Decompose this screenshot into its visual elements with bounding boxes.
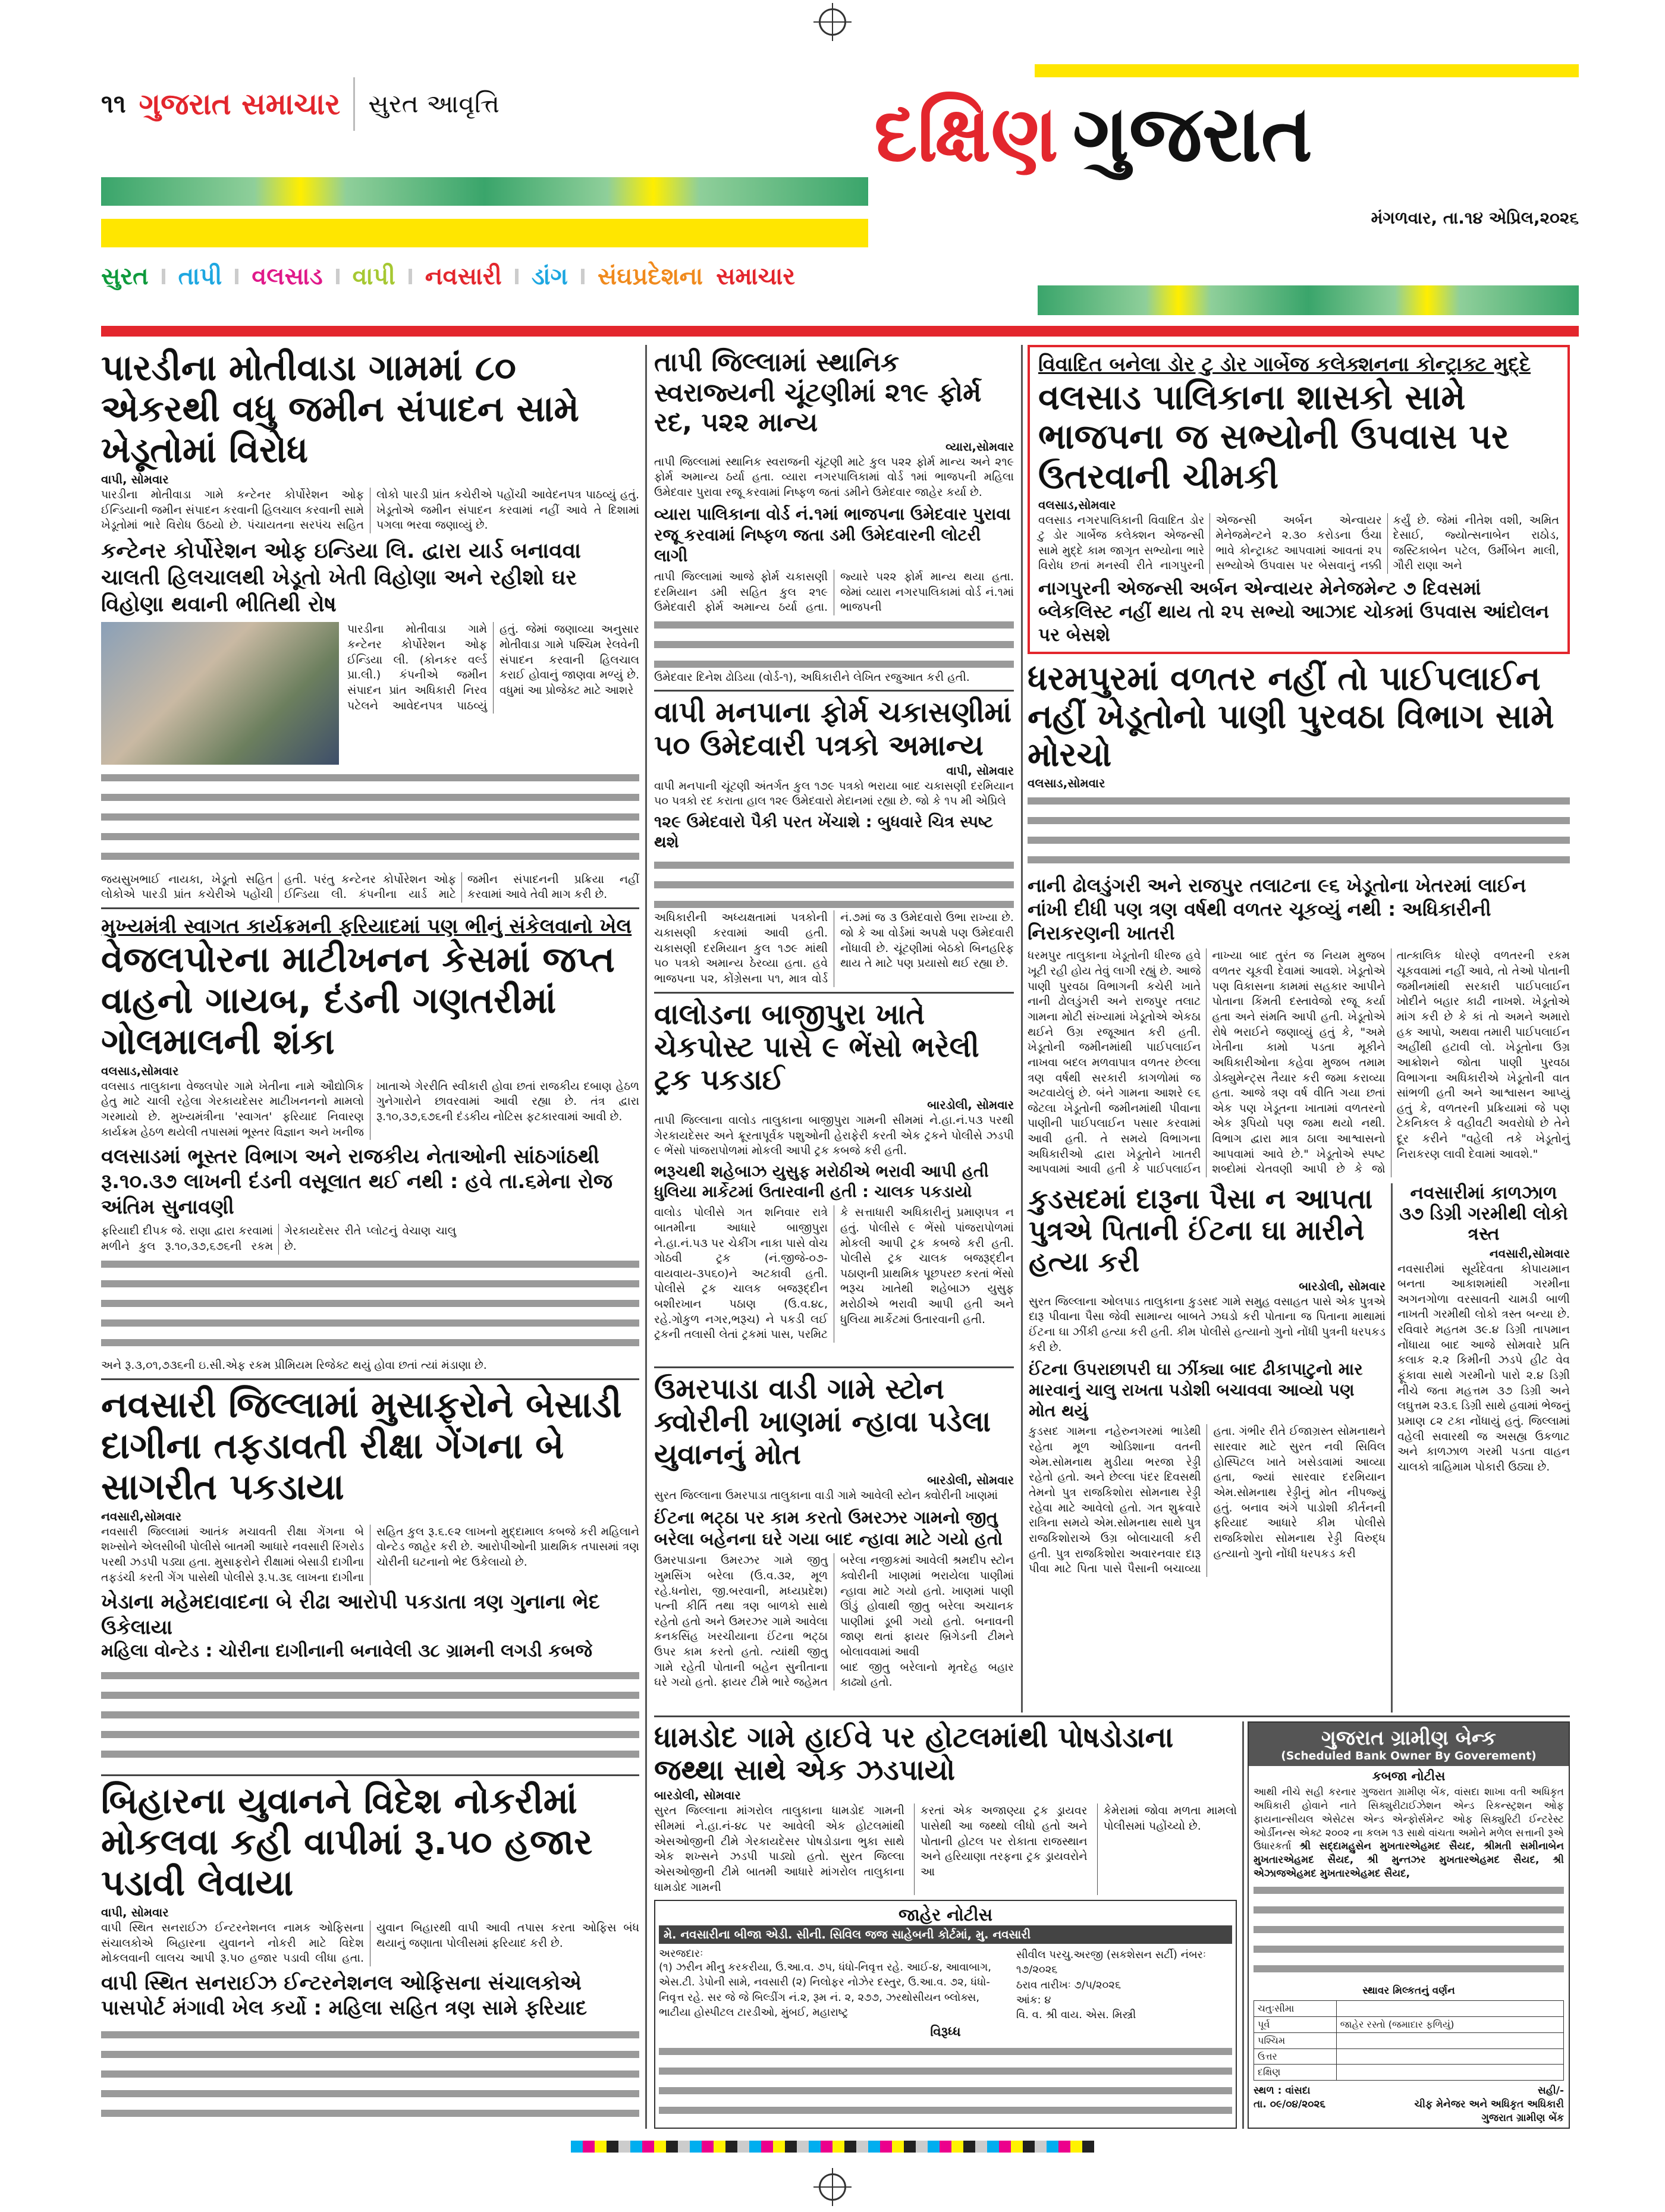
headline: વેજલપોરના માટીખનન કેસમાં જપ્ત વાહનો ગાયબ, દંડની ગણતરીમાં ગોલમાલની શંકા — [101, 938, 615, 1063]
lead: નવસારી જિલ્લામાં આતંક મચાવતી રીક્ષા ગેંગના બે શખ્સોને એલસીબી પોલીસે બાતમી આધારે નવસારી રિંગરોડ પરથી ઝડપી પડ્યા હતા. મુસાફરોને રીક્ષામાં બેસાડી દાગીના તફડંચી કરતી ગેંગ પાસેથી પોલીસે રૂ.૫.૩૬ લાખના દાગીના સહિત કુલ રૂ.૬.૯૨ લાખનો મુદ્દામાલ કબજે કરી મહિલાને વોન્ટેડ જાહેર કરી છે. આરોપીઓની પ્રાથમિક તપાસમાં ત્રણ ચોરીની ઘટનાનો ભેદ ઉકેલાયો છે. — [101, 1525, 639, 1584]
red-rule — [101, 326, 1579, 337]
divider — [515, 269, 519, 284]
divider — [101, 1774, 639, 1776]
headline: ધામડોદ ગામે હાઈવે પર હોટલમાંથી પોષડોડાના જથ્થા સાથે એક ઝડપાયો — [654, 1721, 1174, 1787]
dateline: બારડોલી, સોમવાર — [1299, 1278, 1386, 1293]
registration-mark-icon — [819, 8, 846, 36]
dateline: વલસાડ,સોમવાર — [1028, 775, 1105, 790]
bank-subtitle: (Scheduled Bank Owner By Goverement) — [1281, 1750, 1537, 1762]
divider — [353, 77, 355, 131]
subhead: ઈંટના ઉપરાછાપરી ઘા ઝીંક્યા બાદ ઢીકાપાટુનો માર મારવાનું ચાલુ રાખતા પડોશી બચાવવા આવ્યો પણ મોત થયું — [1029, 1359, 1363, 1421]
section-title-red: દક્ષિણ — [874, 89, 1058, 179]
bottom-middle — [654, 1721, 1237, 2129]
headline: તાપી જિલ્લામાં સ્થાનિક સ્વરાજ્યની ચૂંટણીમાં ૨૧૯ ફોર્મ રદ, ૫૨૨ માન્ય — [654, 347, 982, 438]
order-date: ઠરાવ તારીખઃ ૭/૫/૨૦૨૬ — [1016, 1978, 1121, 1991]
masthead-left — [101, 68, 868, 140]
applicant-label: અરજદારઃ — [659, 1947, 703, 1960]
bank-name: ગુજરાત ગ્રામીણ બેન્ક — [1321, 1726, 1496, 1750]
article-pardi — [101, 348, 639, 903]
dateline: નવસારી,સોમવાર — [101, 1509, 182, 1523]
subhead: કન્ટેનર કોર્પોરેશન ઓફ ઇન્ડિયા લિ. દ્વારા યાર્ડ બનાવવા ચાલતી હિલચાલથી ખેડૂતો ખેતી વિહોણા અને રહીશો ઘર વિહોણા થવાની ભીતિથી રોષ — [101, 539, 581, 617]
divider — [581, 269, 585, 284]
subhead: ભરૂચથી શહેબાઝ યુસુફ મરોઠીએ ભરાવી આપી હતી ધુલિયા માર્કેટમાં ઉતારવાની હતી : ચાલક પકડાયો — [654, 1162, 989, 1202]
headline: નવસારીમાં કાળઝાળ ૩૭ ડિગ્રી ગરમીથી લોકો ત્રસ્ત — [1399, 1183, 1568, 1245]
divider — [654, 690, 1014, 692]
headline: બિહારના યુવાનને વિદેશ નોકરીમાં મોકલવા કહી વાપીમાં રૂ.૫૦ હજાર પડાવી લેવાયા — [101, 1780, 593, 1905]
lead: સુરત જિલ્લાના ઉમરપાડા તાલુકાના વાડી ગામે આવેલી સ્ટોન ક્વોરીની ખાણમાં — [654, 1488, 998, 1502]
divider — [101, 1378, 639, 1380]
court-public-notice — [654, 1900, 1237, 2129]
table-row — [1254, 2017, 1564, 2033]
nav-tapi[interactable]: તાપી — [178, 263, 222, 290]
section-title — [874, 83, 1579, 184]
lead: વાપી સ્થિત સનરાઈઝ ઈન્ટરનેશનલ નામક ઓફિસના સંચાલકોએ બિહારના યુવાનને નોકરી માટે વિદેશ મોકલવાની લાલચ આપી રૂ.૫૦ હજાર પડાવી લીધા હતા. યુવાન બિહારથી વાપી આવી તપાસ કરતા ઓફિસ બંધ થયાનું જણાતા પોલીસમાં ફરિયાદ કરી છે. — [101, 1921, 639, 1965]
heat-block — [1397, 1183, 1570, 1710]
headline: પારડીના મોતીવાડા ગામમાં ૮૦ એકરથી વધુ જમીન સંપાદન સામે ખેડૂતોમાં વિરોધ — [101, 347, 579, 471]
signatory: ચીફ મેનેજર અને અધિકૃત અધિકારી — [1414, 2098, 1564, 2111]
dateline: બારડોલી, સોમવાર — [927, 1472, 1014, 1487]
article-umarpada — [654, 1373, 1014, 1710]
kicker: મુખ્યમંત્રી સ્વાગત કાર્યક્રમની ફરિયાદમાં પણ ભીનું સંકેલવાનો ખેલ — [101, 915, 632, 939]
divider — [654, 1366, 1014, 1368]
page-number: ૧૧ — [101, 89, 126, 119]
body-text — [101, 1255, 639, 1359]
yellow-band — [101, 219, 868, 247]
body: કુડસદ ગામના નહેરુનગરમાં ભાડેથી રહેતા મૂળ ઓડિશાના વતની એમ.સોમનાથ મુડીયા ભરજા રેડ્ડી રહેતો હતો. અને છેલ્લા પંદર દિવસથી તેમનો પુત્ર રાજકિશોરા સોમનાથ રેડ્ડી રહેવા માટે આવેલો હતો. ગત શુક્રવારે રાત્રિના સમયે એમ.સોમનાથ સાથે પુત્ર રાજકિશોરાએ ઉગ્ર બોલાચાલી કરી હતી. પુત્ર રાજકિશોરા અવારનવાર દારૂ પીવા માટે પિતા પાસે પૈસાની બચાવ્યા હતા. ગંભીર રીતે ઈજાગ્રસ્ત સોમનાથને સારવાર માટે સુરત નવી સિવિલ હોસ્પિટલ ખાતે ખસેડવામાં આવ્યા હતા, જ્યાં સારવાર દરમિયાન એમ.સોમનાથ રેડ્ડીનું મોત નીપજ્યું હતું. બનાવ અંગે પાડોશી કીર્તનની ફરિયાદ આધારે કીમ પોલીસે રાજકિશોરા સોમનાથ રેડ્ડી વિરુદ્ધ હત્યાનો ગુનો નોંધી ધરપકડ કરી — [1029, 1425, 1386, 1576]
color-band — [101, 177, 868, 206]
news-photo — [101, 622, 339, 765]
body: પારડીના મોતીવાડા ગામે કન્ટેનર કોર્પોરેશન ઓફ ઈન્ડિયા લી. (કોનકર વર્લ્ડ પ્રા.લી.) કંપનીએ જમીન સંપાદન પ્રાંત અધિકારી નિરવ પટેલને આવેદનપત્ર પાઠવ્યું હતું. જેમાં જણાવ્યા અનુસાર મોતીવાડા ગામે પશ્ચિમ રેલવેની સંપાદન કરવાની હિલચાલ કરાઈ હોવાનું જાણવા મળ્યું છે. વધુમાં આ પ્રોજેક્ટ માટે આશરે — [347, 623, 639, 712]
body: વલસાડ નગરપાલિકાની વિવાદિત ડોર ટુ ડોર ગાર્બેજ કલેક્શન એજન્સી સામે મુદ્દે કામ જાગૃત સભ્યોના ભારે વિરોધ છતાં મનસ્વી રીતે નાગપુરની એજન્સી અર્બન એન્વાયર મેનેજમેન્ટને ૨.૩૦ કરોડના ઉંચા ભાવે કોન્ટ્રાક્ટ આપવામાં આવતાં ૨૫ સભ્યોએ ઉપવાસ પર બેસવાનું નક્કી કર્યું છે. જેમાં નીતેશ વશી, અમિત દેસાઈ, જ્યોત્સનાબેન રાઠોડ, જસ્ટિકાબેન પટેલ, ઉર્મીબેન માલી, ગૌરી રાણા અને — [1038, 513, 1559, 573]
dateline: વલસાડ,સોમવાર — [1038, 497, 1116, 512]
body-text — [101, 768, 639, 872]
signature: સહી/- — [1538, 2085, 1564, 2097]
divider — [654, 1715, 1570, 1717]
print-color-bar — [571, 2141, 1094, 2153]
article-bihar-youth — [101, 1781, 639, 2129]
issue-date-box — [1163, 208, 1579, 238]
dateline: વાપી, સોમવાર — [101, 1905, 169, 1920]
nav-vapi[interactable]: વાપી — [352, 263, 395, 290]
body-text — [101, 1666, 639, 1770]
versus: વિરૂધ્ધ — [930, 2025, 961, 2040]
body-text — [101, 2025, 639, 2129]
subhead: નાગપુરની એજન્સી અર્બન એન્વાયર મેનેજમેન્ટ ૭ દિવસમાં બ્લેકલિસ્ટ નહીં થાય તો ૨૫ સભ્યો આઝાદ ચોકમાં ઉપવાસ આંદોલન પર બેસશે — [1038, 578, 1549, 646]
headline: ધરમપુરમાં વળતર નહીં તો પાઈપલાઈન નહીં ખેડૂતોનો પાણી પુરવઠા વિભાગ સામે મોરચો — [1028, 659, 1554, 775]
edition-label: સુરત આવૃત્તિ — [368, 89, 500, 119]
kicker: વિવાદિત બનેલા ડોર ટુ ડોર ગાર્બેજ કલેક્શનના કોન્ટ્રાક્ટ મુદ્દે — [1038, 353, 1531, 376]
notice-title: જાહેર નોટીસ — [899, 1905, 992, 1925]
date: તા. ૦૯/૦૪/૨૦૨૬ — [1254, 2098, 1326, 2111]
subhead: વાપી સ્થિત સનરાઈઝ ઈન્ટરનેશનલ ઓફિસના સંચાલકોએ પાસપોર્ટ મંગાવી ખેલ કર્યો : મહિલા સહિત ત્રણ સામે ફરિયાદ — [101, 1971, 588, 2021]
article-dharampur — [1028, 660, 1570, 1177]
case-number: સીવીલ પરચુ.અરજી (સકશેસન સર્ટી) નંબરઃ ૧૭/૨૦૨૬ — [1016, 1949, 1206, 1977]
notice-text — [659, 2042, 1232, 2124]
cell — [1336, 2032, 1563, 2048]
article-dhamdod — [654, 1721, 1237, 1895]
subhead-2: મહિલા વોન્ટેડ : ચોરીના દાગીનાની બનાવેલી ૩૮ ગ્રામની લગડી કબજે — [101, 1641, 592, 1662]
article-kudsad — [1029, 1183, 1386, 1710]
nav-sanghpradesh[interactable]: સંઘપ્રદેશના — [597, 263, 703, 290]
body: સુરત જિલ્લાના માંગરોલ તાલુકાના ધામડોદ ગામની સીમમાં ને.હા.નં-૪૮ પર આવેલી એક હોટલમાંથી એસઓજીની ટીમે ગેરકાયદેસર પોષડોડાના ભુકા સાથે એક શખ્સને ઝડપી પાડ્યો હતો. સુરત જિલ્લા એસઓજીની ટીમે બાતમી આધારે માંગરોલ તાલુકાના ધામડોદ ગામની — [654, 1804, 904, 1894]
notice-text — [1254, 1881, 1564, 1982]
boundary-table — [1254, 2000, 1564, 2081]
cell: પૂર્વ — [1254, 2017, 1337, 2033]
property-title: સ્થાવર મિલ્કતનું વર્ણન — [1362, 1985, 1455, 1997]
article-navsari-rickshaw — [101, 1385, 639, 1770]
registration-mark-icon — [819, 2173, 846, 2201]
lead: વલસાડ તાલુકાના વેજલપોર ગામે ખેતીના નામે ઔદ્યોગિક હેતુ માટે ચાલી રહેલા ગેરકાયદેસર માટીખનનનો મામલો ગરમાયો છે. મુખ્યમંત્રીના 'સ્વાગત' ફરિયાદ નિવારણ કાર્યક્રમ હેઠળ થયેલી તપાસમાં ભૂસ્તર વિજ્ઞાન અને ખનીજ ખાતાએ ગેરરીતિ સ્વીકારી હોવા છતાં રાજકીય દબાણ હેઠળ ગુનેગારોને છાવરવામાં આવી રહ્યા છે. તંત્ર દ્વારા રૂ.૧૦,૩૭,૬૭૬ની દંડકીય નોટિસ ફટકારવામાં આવી છે. — [101, 1079, 639, 1139]
lead: પારડીના મોતીવાડા ગામે કન્ટેનર કોર્પોરેશન ઓફ ઈન્ડિયાની જમીન સંપાદન કરવાની હિલચાલ કરવાની સામે ખેડૂતોમાં ભારે વિરોધ ઉઠયો છે. પંચાયતના સરપંચ સહિત લોકો પારડી પ્રાંત કચેરીએ પહોંચી આવેદનપત્ર પાઠવ્યું હતું. ખેડૂતોએ જમીન સંપાદન કરવામાં નહીં આવે તે દિશામાં પગલા ભરવા જણાવ્યું છે. — [101, 488, 639, 532]
divider — [162, 269, 165, 284]
body-tail: અધિકારીની અધ્યક્ષતામાં પત્રકોની ચકાસણી કરવામાં આવી હતી. ચકાસણી દરમિયાન કુલ ૧૭૯ માંથી ૫૦ પત્રકો અમાન્ય ઠેરવ્યા હતા. હવે ભાજપના ૫૨, કોંગ્રેસના ૫૧, માત્ર વોર્ડ નં.૭માં જ ૩ ઉમેદવારો ઉભા રાખ્યા છે. જો કે આ વોર્ડમાં અપક્ષે પણ ઉમેદવારી નોંધાવી છે. ચૂંટણીમાં બેઠકો બિનહરિફ થાય તે માટે પણ પ્રયાસો થઈ રહ્યા છે. — [654, 911, 1014, 985]
subhead: ઈંટના ભટ્ઠા પર કામ કરતો ઉમરઝર ગામનો જીતુ બરેલા બહેનના ઘરે ગયા બાદ ન્હાવા માટે ગયો હતો — [654, 1507, 1003, 1550]
dateline: બારડોલી, સોમવાર — [927, 1098, 1014, 1113]
body-tail: ગામે રહેતી પોતાની બહેન સુનીતાના ઘરે ગયો હતો. ફાયર ટીમે ભારે જહેમત બાદ જીતુ બરેલાનો મૃતદેહ બહાર કાઢ્યો હતો. — [654, 1660, 1014, 1689]
place: સ્થળ : વાંસદા — [1254, 2085, 1311, 2097]
bank-notice-content — [1249, 1766, 1569, 2128]
table-row — [1254, 2032, 1564, 2048]
article-valod-truck — [654, 998, 1014, 1362]
body-text — [654, 615, 1014, 670]
body-3: કેમેરામાં જોવા મળતા મામલો પોલીસમાં પહોંચ્યો છે. — [1097, 1803, 1237, 1895]
subhead: ૧૨૯ ઉમેદવારો પૈકી પરત ખેંચાશે : બુધવારે ચિત્ર સ્પષ્ટ થશે — [654, 813, 994, 852]
headline: વાપી મનપાના ફોર્મ ચકાસણીમાં ૫૦ ઉમેદવારી પત્રકો અમાન્ય — [654, 696, 1012, 762]
headline: કુડસદમાં દારૂના પૈસા ન આપતા પુત્રએ પિતાની ઈંટના ઘા મારીને હત્યા કરી — [1029, 1183, 1373, 1278]
body: વાલોડ પોલીસે ગત શનિવાર રાત્રે બાતમીના આધારે બાજીપુરા ને.હા.નં.૫૩ પર ચેકીંગ નાકા પાસે વોચ ગોઠવી ટ્રક (નં.જીજે-૦૭-વાયવાય-૩૫૬૦)ને અટકાવી હતી. પોલીસે ટ્રક ચાલક બજરૂદ્દીન બશીરખાન પઠાણ (ઉ.વ.૪૮, રહે.ગોકુળ નગર,ભરૂચ) ને પકડી લઈ ટ્રકની તલાસી લેતાં ટ્રકમાં પાસ, પરમિટ કે સત્તાધારી અધિકારીનું પ્રમાણપત્ર ન હતું. પોલીસે ૯ ભેંસો પાંજરાપોળમાં મોકલી આપી ટ્રક કબજે કરી હતી. પોલીસે ટ્રક ચાલક બજરૂદ્દીન પઠાણની પ્રાથમિક પૂછપરછ કરતાં ભેંસો ભરૂચ ખાતેથી શહેબાઝ યુસુફ મરોઠીએ ભરાવી આપી હતી અને ધુલિયા માર્કેટમાં ઉતારવાની હતી. — [654, 1206, 1014, 1341]
article-navsari-heat — [1397, 1183, 1570, 1710]
table-row — [1254, 2048, 1564, 2065]
nav-valsad[interactable]: વલસાડ — [252, 263, 323, 290]
signatory-org: ગુજરાત ગ્રામીણ બેંક — [1481, 2112, 1564, 2125]
body: નવસારીમાં સૂર્યદેવતા કોપાયમાન બનતા આકાશમાંથી ગરમીના અગનગોળા વરસાવતી ચામડી બાળી નાખતી ગરમીથી લોકો ત્રસ્ત બન્યા છે. રવિવારે મહતમ ૩૯.૪ ડિગ્રી તાપમાન નોંધાયા બાદ આજે સોમવારે પ્રતિ કલાક ૨.૨ કિમીની ઝડપે હીટ વેવ ફૂંકાવા સાથે ગરમીનો પારો ૨.૪ ડિગ્રી નીચે જતા મહત્તમ ૩૭ ડિગ્રી અને લઘુત્તમ ૨૩.૬ ડિગ્રી સાથે હવામાં ભેજનું પ્રમાણ ૮૨ ટકા નોંધાયું હતું. જિલ્લામાં વહેલી સવારથી જ અસહ્ય ઉકળાટ અને કાળઝાળ ગરમી પડતા વાહન ચાલકો ત્રાહિમામ પોકારી ઉઠ્યા છે. — [1397, 1262, 1570, 1473]
headline: ઉમરપાડા વાડી ગામે સ્ટોન ક્વોરીની ખાણમાં ન્હાવા પડેલા યુવાનનું મોત — [654, 1372, 991, 1472]
exhibit-number: આંક: ૪ — [1016, 1993, 1051, 2006]
cell — [1336, 2001, 1563, 2017]
issue-date: મંગળવાર, તા.૧૪ એપ્રિલ,૨૦૨૬ — [1371, 208, 1579, 228]
headline: વાલોડના બાજીપુરા ખાતે ચેકપોસ્ટ પાસે ૯ ભેંસો ભરેલી ટ્રક પકડાઈ — [654, 997, 979, 1096]
dateline: વલસાડ,સોમવાર — [101, 1063, 179, 1078]
cell: જાહેર રસ્તો (જમાદાર ફળિયું) — [1336, 2017, 1563, 2033]
body-tail: જયસુખભાઈ નાયકા, ખેડૂતો સહિત લોકોએ પારડી પ્રાંત કચેરીએ પહોંચી હતી. પરંતુ કન્ટેનર કોર્પોરેશન ઓફ ઈન્ડિયા લી. કંપનીના યાર્ડ માટે જમીન સંપાદનની પ્રક્રિયા નહીં કરવામાં આવે તેવી માગ કરી છે. — [101, 872, 639, 901]
bank-header — [1249, 1723, 1569, 1766]
subhead: ખેડાના મહેમદાવાદના બે રીઢા આરોપી પકડાતા ત્રણ ગુનાના ભેદ ઉકેલાયા — [101, 1590, 600, 1639]
column-divider — [1021, 345, 1023, 1713]
dateline: બારડોલી, સોમવાર — [654, 1788, 741, 1803]
cell: પશ્ચિમ — [1254, 2032, 1337, 2048]
color-band — [1038, 285, 1579, 315]
kudsad-block — [1029, 1183, 1386, 1710]
article-vapi-manpa — [654, 696, 1014, 986]
cell: ઉત્તર — [1254, 2048, 1337, 2065]
column-divider — [645, 345, 647, 2129]
body-text — [1028, 791, 1570, 870]
cell — [1336, 2048, 1563, 2065]
left-column — [101, 348, 639, 2129]
notice-title: કબજા નોટીસ — [1372, 1769, 1446, 1784]
subhead: વ્યારા પાલિકાના વોર્ડ નં.૧માં ભાજપના ઉમેદવાર પુરાવા રજૂ કરવામાં નિષ્ફળ જતા ડમી ઉમેદવારની લોટરી લાગી — [654, 504, 1011, 566]
dateline: નવસારી,સોમવાર — [1489, 1246, 1570, 1261]
divider — [101, 907, 639, 909]
dateline: વ્યારા,સોમવાર — [945, 439, 1014, 454]
court-name: મે. નવસારીના બીજા એડી. સીની. સિવિલ જજ સાહેબની કોર્ટમાં, મુ. નવસારી — [659, 1925, 1232, 1944]
section-title-black: ગુજરાત — [1072, 89, 1312, 179]
column-divider — [1242, 1721, 1244, 2129]
lead: વાપી મનપાની ચૂંટણી અંતર્ગત કુલ ૧૭૯ પત્રકો ભરાયા બાદ ચકાસણી દરમિયાન ૫૦ પત્રકો રદ કરાતા હાલ ૧૨૯ ઉમેદવારો મેદાનમાં રહ્યા છે. જો કે ૧૫ મી એપ્રિલે — [654, 779, 1014, 808]
divider — [409, 269, 412, 284]
lead: તાપી જિલ્લાના વાલોડ તાલુકાના બાજીપુરા ગામની સીમમાં ને.હા.નં.૫૩ પરથી ગેરકાયદેસર અને ક્રૂરતાપૂર્વક પશુઓની હેરાફેરી કરતી એક ટ્રકને પોલીસે ઝડપી ૯ ભેંસો પાંજરાપોળમાં મોકલી આપી ટ્રક કબજે કરી હતી. — [654, 1114, 1014, 1158]
advocate: વિ. વ. શ્રી વાય. એસ. મિસ્ત્રી — [1016, 2008, 1136, 2021]
cell — [1336, 2065, 1563, 2081]
notice-body: આથી નીચે સહી કરનાર ગુજરાત ગ્રામીણ બેંક, વાંસદા શાખા વતી અધિકૃત અધિકારી હોવાને નાતે સિક્યુરીટાઈઝેશન એન્ડ રિકન્સ્ટ્રશન ઓફ ફાયનાન્સીયલ એસેટસ એન્ડ એન્ફોર્સમેન્ટ ઓફ સિક્યુરિટી ઈન્ટરેસ્ટ ઓર્ડીનન્સ એક્ટ ૨૦૦૨ ના કલમ ૧૩ સાથે વાંચતા અમોને મળેલ સત્તાની રૂએ ઉધારકર્તા — [1254, 1786, 1564, 1853]
cell: દક્ષિણ — [1254, 2065, 1337, 2081]
column-divider — [1391, 1183, 1393, 1713]
subhead: વલસાડમાં ભૂસ્તર વિભાગ અને રાજકીય નેતાઓની સાંઠગાંઠથી રૂ.૧૦.૩૭ લાખની દંડની વસૂલાત થઈ નથી : હવે તા.૬મેના રોજ અંતિમ સુનાવણી — [101, 1144, 613, 1219]
divider — [336, 269, 340, 284]
middle-column — [654, 348, 1014, 1710]
yellow-band — [1035, 64, 1579, 77]
article-valsad-garbage — [1028, 345, 1570, 654]
body-tail: ઉમેદવાર દિનેશ ઢોડિયા (વોર્ડ-૧), અધિકારીને લેખિત રજુઆત કરી હતી. — [654, 670, 970, 684]
body: ઉમરપાડાના ઉમરઝર ગામે જીતુ ખુમસિંગ બરેલા (ઉ.વ.૩૨, મૂળ રહે.ધનોરા, જી.બરવાની, મધ્યપ્રદેશ) પત્ની કીર્તિ તથા ત્રણ બાળકો સાથે રહેતો હતો અને ઉમરઝર ગામે આવેલા કનકસિંહ ખરચીયાના ઈંટના ભટ્ઠા ઉપર કામ કરતો હતો. ત્યાંથી જીતુ બરેલા નજીકમાં આવેલી શ્રમદીપ સ્ટોન ક્વોરીની ખાણમાં ભરાયેલા પાણીમાં ન્હાવા માટે ગયો હતો. ખાણમાં પાણી ઊંડું હોવાથી જીતુ બરેલા અચાનક પાણીમાં ડૂબી ગયો હતો. બનાવની જાણ થતાં ફાયર બ્રિગેડની ટીમને બોલાવવામાં આવી — [654, 1554, 1014, 1659]
body-2: કરતાં એક અજાણ્યા ટ્રક ડ્રાયવર પાસેથી આ જથ્થો લીધો હતો અને પોતાની હોટલ પર રોકાતા રાજસ્થાન અને હરિયાણા તરફના ટ્રક ડ્રાયવરોને આ — [914, 1803, 1088, 1895]
borrowers: શ્રી સદ્દામહુસેન મુખતારએહમદ સૈયદ, શ્રીમતી સમીનાબેન મુખતારએહમદ સૈયદ, શ્રી મુન્તઝર મુખતારએહમદ સૈયદ, શ્રી એઝાજએહમદ મુખતારએહમદ સૈયદ, — [1254, 1840, 1564, 1880]
table-row — [1254, 2001, 1564, 2017]
body: ધરમપુર તાલુકાના ખેડૂતોની ધીરજ હવે ખૂટી રહી હોય તેવું લાગી રહ્યું છે. આજે પાણી પુરવઠા વિભાગની કચેરી ખાતે નાની ઢોલડુંગરી અને રાજપુર તલાટ ગામના મોટી સંખ્યામાં ખેડૂતોએ એકઠા થઈને ઉગ્ર રજૂઆત કરી હતી. ખેડૂતોની જમીનમાંથી પાઈપલાઈન નાખવા બદલ મળવાપાત્ર વળતર છેલ્લા ત્રણ વર્ષથી સરકારી કાગળોમાં જ અટવાયેલું છે. બંને ગામના આશરે ૯૬ જેટલા ખેડૂતોની જમીનમાંથી પીવાના પાણીની પાઈપલાઈન પસાર કરવામાં આવી હતી. તે સમયે વિભાગના અધિકારીઓ દ્વારા ખેડૂતોને ખાતરી આપવામાં આવી હતી કે પાઈપલાઈન નાખ્યા બાદ તુરંત જ નિયમ મુજબ વળતર ચૂકવી દેવામાં આવશે. ખેડૂતોએ પણ વિકાસના કામમાં સહકાર આપીને પોતાના કિંમતી દસ્તાવેજો રજૂ કર્યા હતા અને સંમતિ આપી હતી. ખેડૂતોએ રોષે ભરાઈને જણાવ્યું હતું કે, "અમે ખેતીના કામો પડતા મૂકીને અધિકારીઓના કહેવા મુજબ તમામ ડોક્યુમેન્ટ્સ તૈયાર કરી જમા કરાવ્યા હતા. આજે ત્રણ વર્ષ વીતિ ગયા છતાં એક પણ ખેડૂતના ખાતામાં વળતરનો એક રૂપિયો પણ જમા થયો નથી. વિભાગ દ્વારા માત્ર ઠાલા આશ્વાસનો આપવામાં આવે છે." ખેડૂતોએ સ્પષ્ટ શબ્દોમાં ચેતવણી આપી છે કે જો તાત્કાલિક ધોરણે વળતરની રકમ ચૂકવવામાં નહીં આવે, તો તેઓ પોતાની જમીનમાંથી સરકારી પાઈપલાઈન ખોદીને બહાર કાઢી નાખશે. ખેડૂતોએ માંગ કરી છે કે કાં તો અમને અમારો હક આપો, અથવા તમારી પાઈપલાઈન અહીંથી હટાવી લો. ખેડૂતોના ઉગ્ર આક્રોશને જોતા પાણી પુરવઠા વિભાગના અધિકારીએ ખેડૂતોની વાત સાંભળી હતી અને આશ્વાસન આપ્યું હતું કે, વળતરની પ્રક્રિયામાં જે પણ ટેકનિકલ કે વહીવટી અવરોધો છે તેને દૂર કરીને "વહેલી તકે ખેડૂતોનું નિરાકરણ લાવી દેવામાં આવશે." — [1028, 949, 1570, 1176]
table-row — [1254, 2065, 1564, 2081]
section-nav — [101, 253, 1032, 300]
headline: નવસારી જિલ્લામાં મુસાફરોને બેસાડી દાગીના તફડાવતી રીક્ષા ગેંગના બે સાગરીત પકડાયા — [101, 1384, 622, 1508]
right-column — [1028, 345, 1570, 1177]
body: તાપી જિલ્લામાં આજે ફોર્મ ચકાસણી દરમિયાન ડમી સહિત કુલ ૨૧૯ ઉમેદવારી ફોર્મ અમાન્ય ઠર્યા હતા. જ્યારે ૫૨૨ ફોર્મ માન્ય થયા હતા. જેમાં વ્યારા નગરપાલિકામાં વોર્ડ નં.૧માં ભાજપની — [654, 570, 1014, 614]
subhead: નાની ઢોલડુંગરી અને રાજપુર તલાટના ૯૬ ખેડૂતોના ખેતરમાં લાઈન નાંખી દીધી પણ ત્રણ વર્ષથી વળતર ચૂકવ્યું નથી : અધિકારીની નિરાકરણની ખાતરી — [1028, 874, 1526, 944]
nav-samachar[interactable]: સમાચાર — [716, 263, 796, 290]
paper-logo: ગુજરાત સમાચાર — [139, 86, 341, 121]
lead: તાપી જિલ્લામાં સ્થાનિક સ્વરાજની ચૂંટણી માટે કુલ ૫૨૨ ફોર્મ માન્ય અને ૨૧૯ ફોર્મ અમાન્ય ઠર્યા હતા. વ્યારા નગરપાલિકામાં વોર્ડ ૧માં ભાજપની મહિલા ઉમેદવાર પુરાવા રજૂ કરવામાં નિષ્ફળ જતાં ડમીને ઉમેદવાર જાહેર કર્યા છે. — [654, 455, 1014, 499]
divider — [654, 992, 1014, 994]
body-text — [654, 856, 1014, 910]
divider — [235, 269, 238, 284]
body-tail: અને રૂ.૩,૦૧,૭૩૬ની ઇ.સી.એફ રકમ પ્રીમિયમ રિજેક્ટ થયું હોવા છતાં ત્યાં મંડાણા છે. — [101, 1359, 487, 1372]
article-vejalpor — [101, 914, 639, 1374]
body: ફરિયાદી દીપક જે. રાણા દ્વારા કરવામાં મળીને કુલ રૂ.૧૦,૩૭,૬૭૬ની રકમ ગેરકાયદેસર રીતે પ્લોટનું વેચાણ ચાલુ છે. — [101, 1224, 456, 1253]
cell: ચતુઃસીમા — [1254, 2001, 1337, 2017]
dateline: વાપી, સોમવાર — [946, 763, 1014, 778]
nav-dang[interactable]: ડાંગ — [531, 263, 568, 290]
applicants: (૧) ઝરીન મીનુ કરકરીયા, ઉ.આ.વ. ૭૫, ધંધો-નિવૃત્ત રહે. આઈ-૪, આવાબાગ, એસ.ટી. ડેપોની સામે, નવસારી (૨) નિલોફર નોઝેર દસ્તુર, ઉ.આ.વ. ૭૨, ધંધો-નિવૃત્ત રહે. સર જે જે બિલ્ડીંગ નં.૨, રૂમ નં. ૨, ૨૭૭, ઝરથોસીયન બ્લોક્સ, ભાટીયા હોસ્પીટલ ટારડીઓ, મુંબઈ, મહારાષ્ટ્ર — [659, 1961, 991, 2019]
nav-navsari[interactable]: નવસારી — [425, 263, 502, 290]
article-tapi-election — [654, 348, 1014, 685]
lead: સુરત જિલ્લાના ઓલપાડ તાલુકાના કુડસદ ગામે સમુહ વસાહત પાસે એક પુત્રએ દારૂ પીવાના પૈસા જેવી સામાન્ય બાબતે ઝઘડો કરી પોતાના જ પિતાના માથામાં ઈંટના ઘા ઝીંકી હત્યા કરી હતી. કીમ પોલીસે હત્યાનો ગુનો નોંધી પુત્રની ધરપકડ કરી છે. — [1029, 1294, 1386, 1354]
headline: વલસાડ પાલિકાના શાસકો સામે ભાજપના જ સભ્યોની ઉપવાસ પર ઉતરવાની ચીમકી — [1038, 376, 1510, 497]
dateline: વાપી, સોમવાર — [101, 472, 169, 486]
bank-possession-notice — [1248, 1721, 1570, 2129]
nav-surat[interactable]: સુરત — [101, 263, 149, 290]
